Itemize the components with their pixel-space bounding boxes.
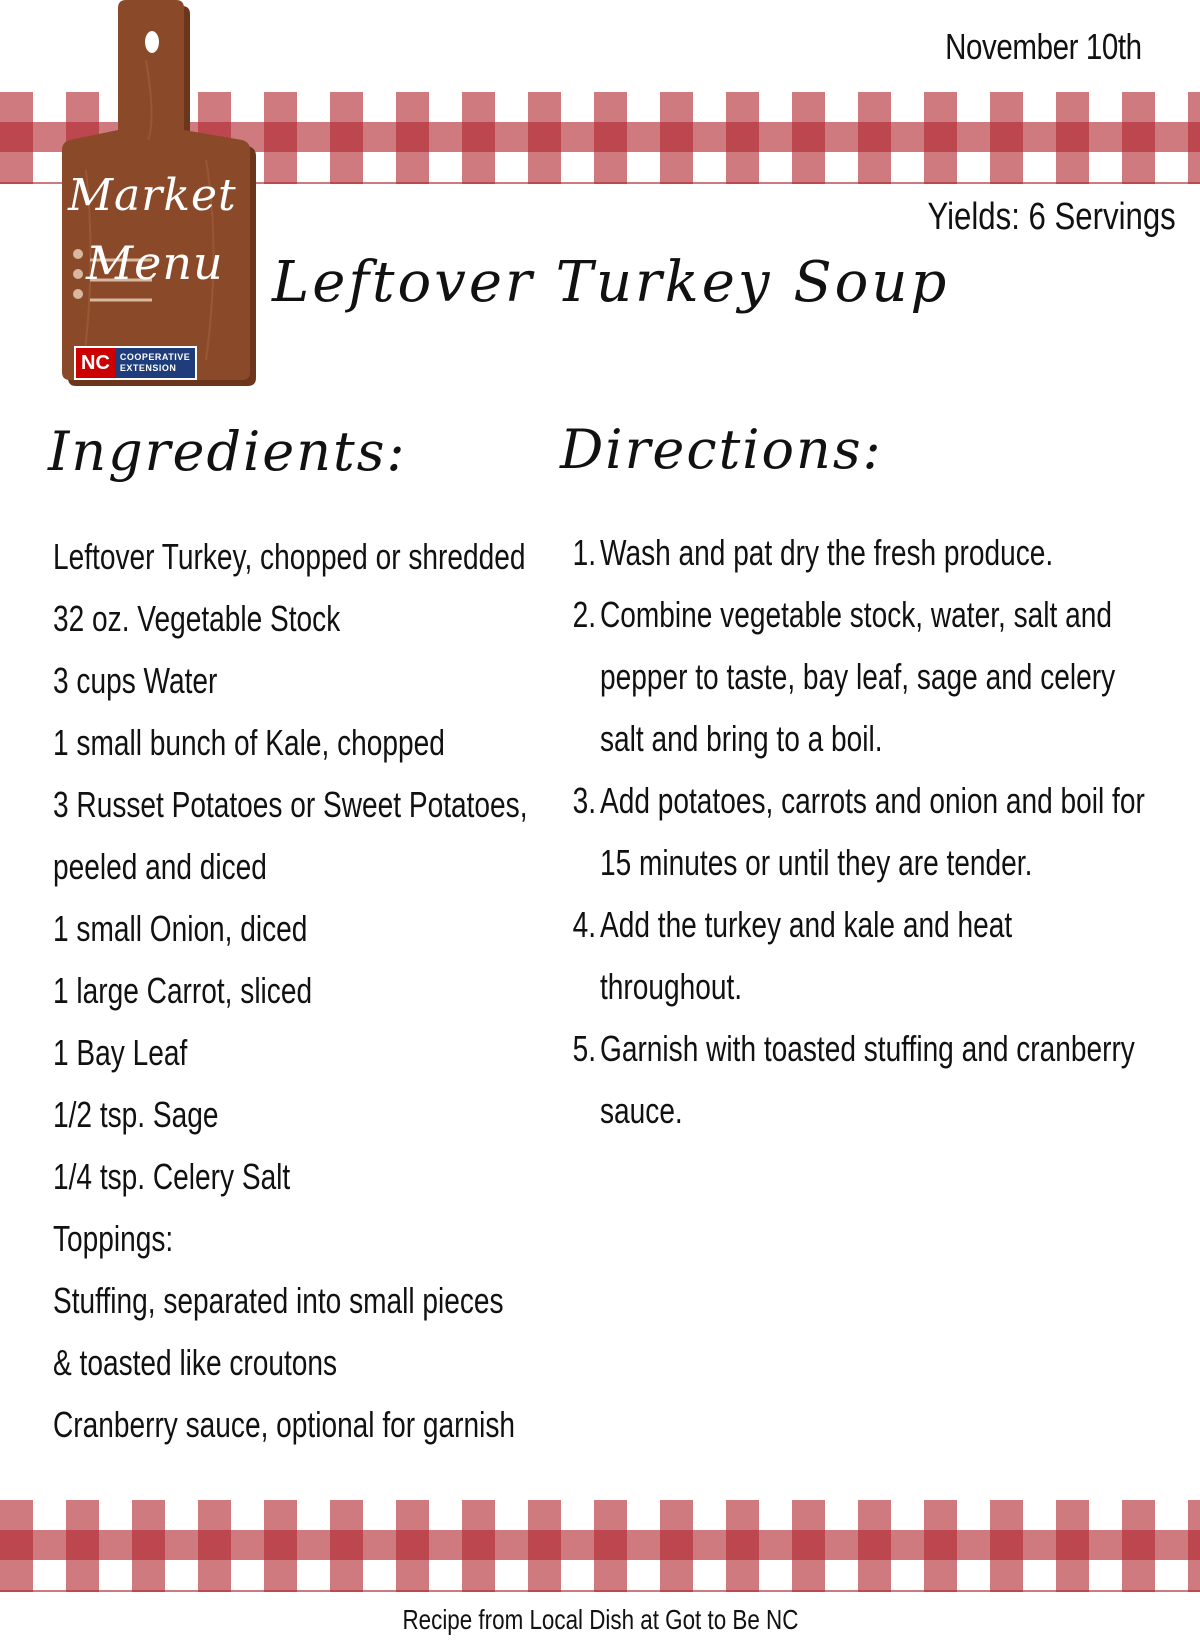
gingham-band-bottom [0,1500,1200,1592]
step-text: Add the turkey and kale and heat throughout. [600,904,1013,1007]
recipe-credit [0,1604,1200,1636]
ingredient-item: 1 Bay Leaf [53,1032,188,1073]
ingredient-item: 1/2 tsp. Sage [53,1094,219,1135]
direction-step [566,1018,1166,1142]
ingredient-item: 1 small bunch of Kale, chopped [53,722,445,763]
step-text: Wash and pat dry the fresh produce. [600,532,1054,573]
recipe-credit-text: Recipe from Local Dish at Got to Be NC [402,1604,798,1635]
step-number: 2. [572,594,597,635]
direction-step [566,894,1166,1018]
nc-org-line1: COOPERATIVE [119,352,191,362]
ingredient-item: 1/4 tsp. Celery Salt [53,1156,291,1197]
nc-org-name [115,348,195,378]
recipe-title: Leftover Turkey Soup [272,250,950,315]
step-text: Combine vegetable stock, water, salt and pepper to taste, bay leaf, sage and celery salt and bring to a boil. [600,594,1116,759]
logo-market-text: Market [68,170,237,221]
step-text: Add potatoes, carrots and onion and boil for 15 minutes or until they are tender. [600,780,1145,883]
ingredient-item: 3 cups Water [53,660,218,701]
recipe-date: November 10th [945,26,1142,67]
direction-step [566,584,1166,770]
ingredient-item: 32 oz. Vegetable Stock [53,598,341,639]
step-number: 5. [572,1028,597,1069]
direction-step [566,770,1166,894]
ingredient-item: Leftover Turkey, chopped or shredded [53,536,526,577]
ingredient-item: 1 small Onion, diced [53,908,308,949]
ingredient-item: 3 Russet Potatoes or Sweet Potatoes, [53,784,528,825]
nc-extension-badge [74,346,197,380]
ingredient-item: Cranberry sauce, optional for garnish [53,1404,516,1445]
step-text: Garnish with toasted stuffing and cranberry sauce. [600,1028,1135,1131]
nc-org-line2: EXTENSION [119,363,177,373]
ingredient-item: 1 large Carrot, sliced [53,970,313,1011]
ingredient-item: peeled and diced [53,846,267,887]
recipe-yields: Yields: 6 Servings [927,196,1176,238]
step-number: 3. [572,780,597,821]
nc-mark: NC [76,348,115,378]
step-number: 1. [572,532,597,573]
logo-menu-text: Menu [86,236,224,290]
ingredient-item: Stuffing, separated into small pieces [53,1280,504,1321]
direction-step [566,522,1166,584]
ingredients-heading: Ingredients: [48,420,407,483]
directions-heading: Directions: [560,418,883,481]
step-number: 4. [572,904,597,945]
ingredient-item: Toppings: [53,1218,174,1259]
directions-list [566,522,1166,1142]
ingredient-item: & toasted like croutons [53,1342,338,1383]
